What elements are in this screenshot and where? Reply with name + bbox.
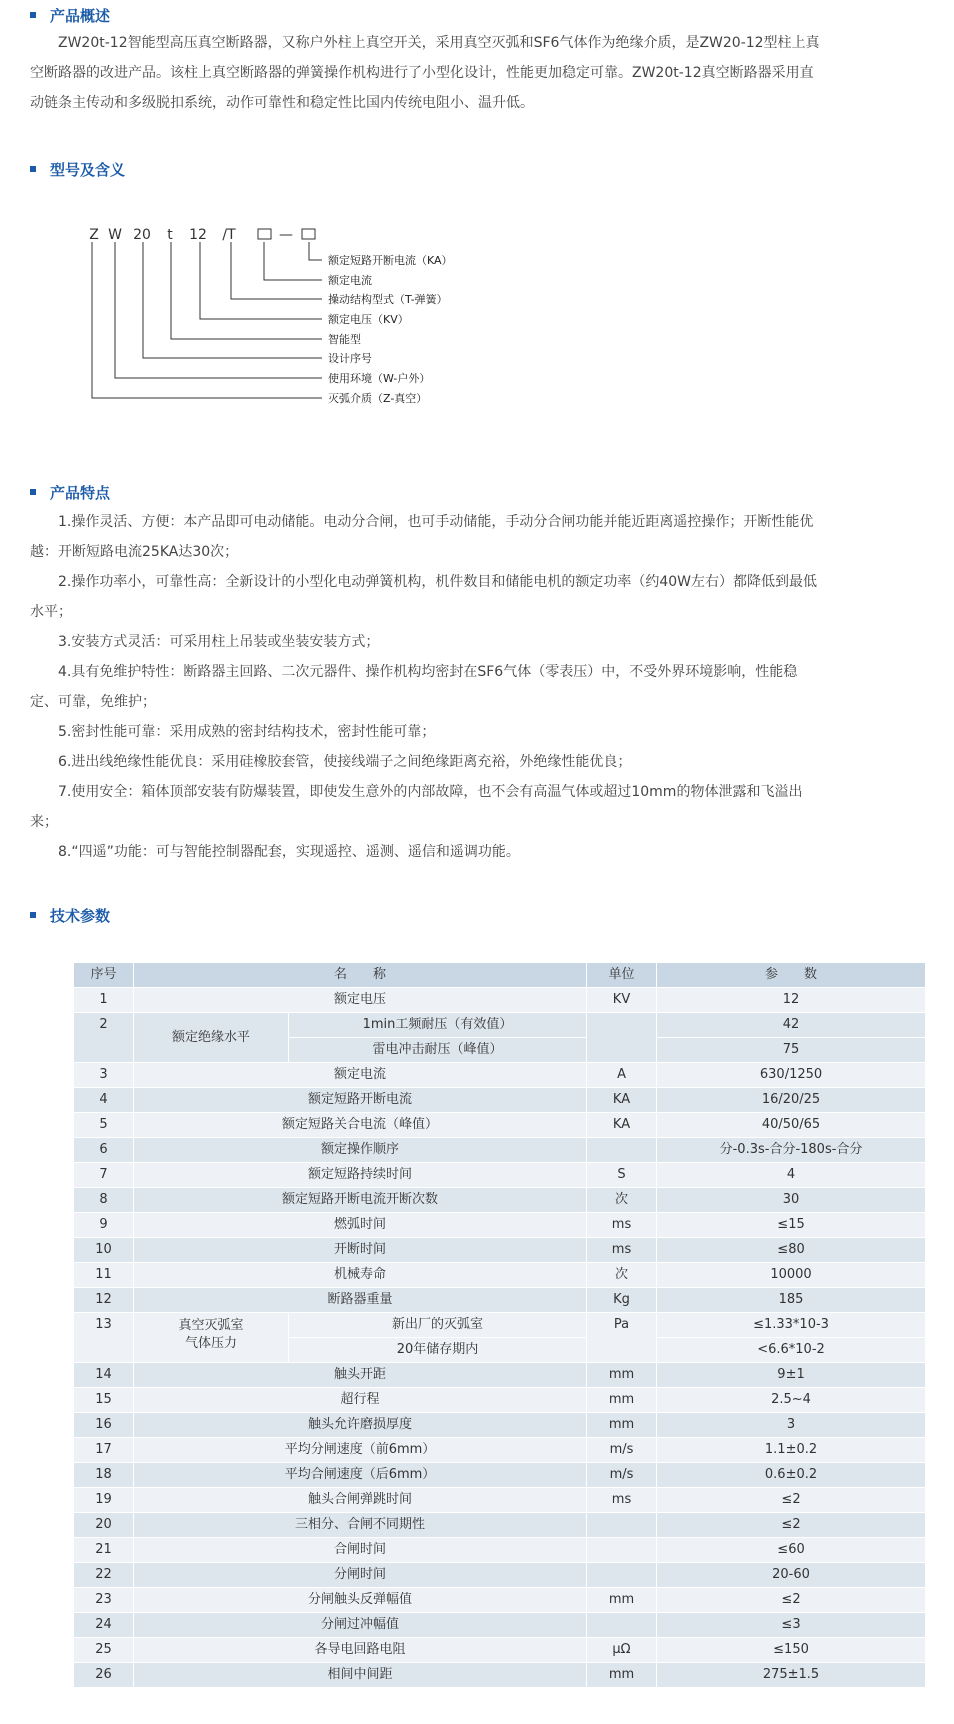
section-title-text: 产品概述: [50, 7, 111, 25]
overview-line: 空断路器的改进产品。该柱上真空断路器的弹簧操作机构进行了小型化设计，性能更加稳定可靠。ZW20t-12真空断路器采用直: [30, 65, 814, 81]
cell-no: 5: [74, 1113, 134, 1138]
feature-line: 2.操作功率小，可靠性高：全新设计的小型化电动弹簧机构，机件数目和储能电机的额定功率（约40W左右）都降低到最低: [58, 574, 818, 590]
cell-value: ≤60: [657, 1538, 926, 1563]
cell-no: 17: [74, 1438, 134, 1463]
cell-group-name: 额定绝缘水平: [134, 1013, 289, 1063]
cell-value: ≤2: [657, 1488, 926, 1513]
cell-no: 13: [74, 1313, 134, 1363]
feature-line: 越：开断短路电流25KA达30次；: [30, 544, 239, 560]
feature-line: 5.密封性能可靠：采用成熟的密封结构技术，密封性能可靠；: [58, 724, 436, 740]
technical-parameters-table: [73, 962, 926, 1688]
code-box-1: [258, 229, 271, 239]
group-line: 气体压力: [184, 1336, 237, 1351]
leader-line-1: [309, 242, 322, 260]
cell-unit: ms: [587, 1238, 657, 1263]
table-row: [74, 1638, 926, 1663]
cell-unit: mm: [587, 1663, 657, 1688]
table-row: [74, 1088, 926, 1113]
cell-value: 9±1: [657, 1363, 926, 1388]
cell-no: 12: [74, 1288, 134, 1313]
cell-name: 触头允许磨损厚度: [134, 1413, 587, 1438]
cell-name: 燃弧时间: [134, 1213, 587, 1238]
cell-name: 额定电流: [134, 1063, 587, 1088]
cell-value: ≤150: [657, 1638, 926, 1663]
feature-line: 水平；: [30, 604, 72, 620]
section-title-params: [30, 905, 110, 927]
cell-value: 40/50/65: [657, 1113, 926, 1138]
table-row: [74, 1588, 926, 1613]
cell-no: 26: [74, 1663, 134, 1688]
square-bullet-icon: [30, 12, 36, 18]
cell-no: 10: [74, 1238, 134, 1263]
cell-no: 22: [74, 1563, 134, 1588]
table-row: [74, 1363, 926, 1388]
cell-unit: μΩ: [587, 1638, 657, 1663]
cell-name: 额定电压: [134, 988, 587, 1013]
cell-value: 75: [657, 1038, 926, 1063]
cell-unit: Pa: [587, 1313, 657, 1363]
model-code-diagram: [80, 212, 580, 442]
table-row: [74, 1538, 926, 1563]
cell-name: 三相分、合闸不同期性: [134, 1513, 587, 1538]
table-row: [74, 1513, 926, 1538]
table-row: [74, 1263, 926, 1288]
section-title-text: 技术参数: [50, 907, 111, 925]
square-bullet-icon: [30, 166, 36, 172]
square-bullet-icon: [30, 912, 36, 918]
code-label: 操动结构型式（T-弹簧）: [328, 293, 448, 306]
header-cell: 参 数: [657, 963, 926, 988]
cell-unit: ms: [587, 1213, 657, 1238]
code-part-20: 20: [133, 227, 151, 243]
square-bullet-icon: [30, 489, 36, 495]
table-row: [74, 1488, 926, 1513]
table-row: [74, 1663, 926, 1688]
overview-paragraph: [30, 28, 930, 118]
cell-name: 断路器重量: [134, 1288, 587, 1313]
overview-line: 动链条主传动和多级脱扣系统，动作可靠性和稳定性比国内传统电阻小、温升低。: [30, 95, 534, 111]
feature-line: 来；: [30, 814, 58, 830]
table-row: [74, 1138, 926, 1163]
group-line: 真空灭弧室: [178, 1318, 244, 1333]
leader-line-8: [92, 242, 322, 398]
table-row: [74, 1163, 926, 1188]
cell-value: 30: [657, 1188, 926, 1213]
section-title-features: [30, 482, 110, 504]
feature-line: 4.具有免维护特性：断路器主回路、二次元器件、操作机构均密封在SF6气体（零表压）中，不受外界环境影响，性能稳: [58, 664, 798, 680]
cell-unit: [587, 1138, 657, 1163]
cell-no: 14: [74, 1363, 134, 1388]
cell-name: 1min工频耐压（有效值）: [289, 1013, 587, 1038]
code-box-2: [302, 229, 315, 239]
feature-line: 定、可靠，免维护；: [30, 694, 156, 710]
cell-name: 分闸触头反弹幅值: [134, 1588, 587, 1613]
cell-unit: 次: [587, 1188, 657, 1213]
code-part-slash-t: /T: [222, 227, 236, 243]
cell-no: 21: [74, 1538, 134, 1563]
cell-no: 2: [74, 1013, 134, 1063]
cell-name: 新出厂的灭弧室: [289, 1313, 587, 1338]
cell-name: 额定短路开断电流: [134, 1088, 587, 1113]
cell-unit: KA: [587, 1113, 657, 1138]
table-row: [74, 1063, 926, 1088]
cell-name: 分闸过冲幅值: [134, 1613, 587, 1638]
cell-no: 1: [74, 988, 134, 1013]
cell-unit: m/s: [587, 1438, 657, 1463]
section-title-text: 型号及含义: [50, 161, 126, 179]
table-row: [74, 1388, 926, 1413]
leader-line-2: [264, 242, 322, 280]
table-row: [74, 1113, 926, 1138]
cell-unit: [587, 1538, 657, 1563]
cell-no: 25: [74, 1638, 134, 1663]
cell-unit: m/s: [587, 1463, 657, 1488]
code-part-12: 12: [189, 227, 207, 243]
cell-name: 相间中间距: [134, 1663, 587, 1688]
table-row: [74, 1213, 926, 1238]
code-separator: —: [279, 227, 293, 243]
cell-name: 触头开距: [134, 1363, 587, 1388]
section-title-model: [30, 159, 125, 181]
code-label: 使用环境（W-户外）: [328, 372, 431, 385]
cell-value: 630/1250: [657, 1063, 926, 1088]
table-row: [74, 1288, 926, 1313]
cell-no: 11: [74, 1263, 134, 1288]
header-cell: 序号: [74, 963, 134, 988]
cell-no: 3: [74, 1063, 134, 1088]
cell-name: 平均合闸速度（后6mm）: [134, 1463, 587, 1488]
cell-value: 2.5~4: [657, 1388, 926, 1413]
table-row: [74, 1413, 926, 1438]
cell-value: ≤80: [657, 1238, 926, 1263]
section-title-text: 产品特点: [50, 484, 111, 502]
code-label: 额定短路开断电流（KA）: [328, 254, 453, 267]
cell-unit: [587, 1513, 657, 1538]
cell-value: ≤2: [657, 1588, 926, 1613]
cell-value: 0.6±0.2: [657, 1463, 926, 1488]
cell-value: 185: [657, 1288, 926, 1313]
header-cell: 单位: [587, 963, 657, 988]
cell-no: 18: [74, 1463, 134, 1488]
cell-no: 19: [74, 1488, 134, 1513]
table-row: [74, 1613, 926, 1638]
cell-unit: KV: [587, 988, 657, 1013]
table-row: [74, 988, 926, 1013]
code-label: 灭弧介质（Z-真空）: [328, 392, 428, 405]
header-cell: 名 称: [134, 963, 587, 988]
cell-value: 42: [657, 1013, 926, 1038]
cell-name: 超行程: [134, 1388, 587, 1413]
cell-unit: mm: [587, 1388, 657, 1413]
cell-name: 平均分闸速度（前6mm）: [134, 1438, 587, 1463]
cell-value: 20-60: [657, 1563, 926, 1588]
cell-name: 分闸时间: [134, 1563, 587, 1588]
feature-line: 3.安装方式灵活：可采用柱上吊装或坐装安装方式；: [58, 634, 380, 650]
cell-unit: mm: [587, 1588, 657, 1613]
cell-name: 20年储存期内: [289, 1338, 587, 1363]
section-title-overview: [30, 5, 110, 27]
cell-name: 额定操作顺序: [134, 1138, 587, 1163]
cell-no: 4: [74, 1088, 134, 1113]
cell-name: 雷电冲击耐压（峰值）: [289, 1038, 587, 1063]
cell-unit: [587, 1613, 657, 1638]
code-part-z: Z: [89, 227, 99, 243]
cell-no: 16: [74, 1413, 134, 1438]
leader-line-5: [171, 242, 322, 339]
cell-no: 23: [74, 1588, 134, 1613]
cell-name: 额定短路开断电流开断次数: [134, 1188, 587, 1213]
leader-line-6: [143, 242, 322, 358]
code-label: 额定电流: [328, 274, 372, 287]
cell-name: 触头合闸弹跳时间: [134, 1488, 587, 1513]
cell-name: 额定短路关合电流（峰值）: [134, 1113, 587, 1138]
cell-unit: A: [587, 1063, 657, 1088]
feature-line: 8.“四遥”功能：可与智能控制器配套，实现遥控、遥测、遥信和遥调功能。: [58, 844, 520, 860]
cell-value: 分-0.3s-合分-180s-合分: [657, 1138, 926, 1163]
feature-line: 6.进出线绝缘性能优良：采用硅橡胶套管，使接线端子之间绝缘距离充裕，外绝缘性能优良；: [58, 754, 632, 770]
cell-value: 10000: [657, 1263, 926, 1288]
cell-value: 3: [657, 1413, 926, 1438]
cell-unit: [587, 1563, 657, 1588]
cell-unit: KA: [587, 1088, 657, 1113]
cell-value: ≤2: [657, 1513, 926, 1538]
feature-line: 1.操作灵活、方便：本产品即可电动储能。电动分合闸，也可手动储能，手动分合闸功能并能近距离遥控操作；开断性能优: [58, 514, 814, 530]
code-label: 额定电压（KV）: [328, 313, 409, 326]
cell-name: 各导电回路电阻: [134, 1638, 587, 1663]
cell-no: 7: [74, 1163, 134, 1188]
table-row: [74, 1463, 926, 1488]
cell-value: 4: [657, 1163, 926, 1188]
table-row: [74, 1188, 926, 1213]
cell-no: 8: [74, 1188, 134, 1213]
table-row: [74, 1313, 926, 1338]
cell-no: 15: [74, 1388, 134, 1413]
cell-value: ≤15: [657, 1213, 926, 1238]
cell-name: 机械寿命: [134, 1263, 587, 1288]
cell-unit: ms: [587, 1488, 657, 1513]
cell-value: 16/20/25: [657, 1088, 926, 1113]
overview-line: ZW20t-12智能型高压真空断路器，又称户外柱上真空开关，采用真空灭弧和SF6气体作为绝缘介质，是ZW20-12型柱上真: [58, 35, 820, 51]
cell-value: ≤3: [657, 1613, 926, 1638]
cell-unit: S: [587, 1163, 657, 1188]
cell-unit: mm: [587, 1363, 657, 1388]
cell-name: 合闸时间: [134, 1538, 587, 1563]
cell-unit: 次: [587, 1263, 657, 1288]
cell-value: 12: [657, 988, 926, 1013]
cell-unit: [587, 1013, 657, 1063]
table-row: [74, 1438, 926, 1463]
cell-unit: Kg: [587, 1288, 657, 1313]
cell-no: 9: [74, 1213, 134, 1238]
cell-group-name: [134, 1313, 289, 1363]
cell-unit: mm: [587, 1413, 657, 1438]
code-part-w: W: [108, 227, 122, 243]
feature-line: 7.使用安全：箱体顶部安装有防爆装置，即使发生意外的内部故障，也不会有高温气体或超过10mm的物体泄露和飞溢出: [58, 784, 803, 800]
cell-no: 20: [74, 1513, 134, 1538]
table-row: [74, 1563, 926, 1588]
cell-value: <6.6*10-2: [657, 1338, 926, 1363]
table-row: [74, 1238, 926, 1263]
cell-no: 6: [74, 1138, 134, 1163]
cell-value: 275±1.5: [657, 1663, 926, 1688]
cell-value: 1.1±0.2: [657, 1438, 926, 1463]
table-header-row: [74, 963, 926, 988]
table-row: [74, 1013, 926, 1038]
cell-name: 开断时间: [134, 1238, 587, 1263]
code-part-t: t: [167, 227, 173, 243]
code-label: 设计序号: [328, 352, 372, 365]
features-list: [30, 507, 930, 867]
cell-no: 24: [74, 1613, 134, 1638]
cell-name: 额定短路持续时间: [134, 1163, 587, 1188]
cell-value: ≤1.33*10-3: [657, 1313, 926, 1338]
code-label: 智能型: [328, 333, 361, 346]
leader-line-3: [231, 242, 322, 299]
